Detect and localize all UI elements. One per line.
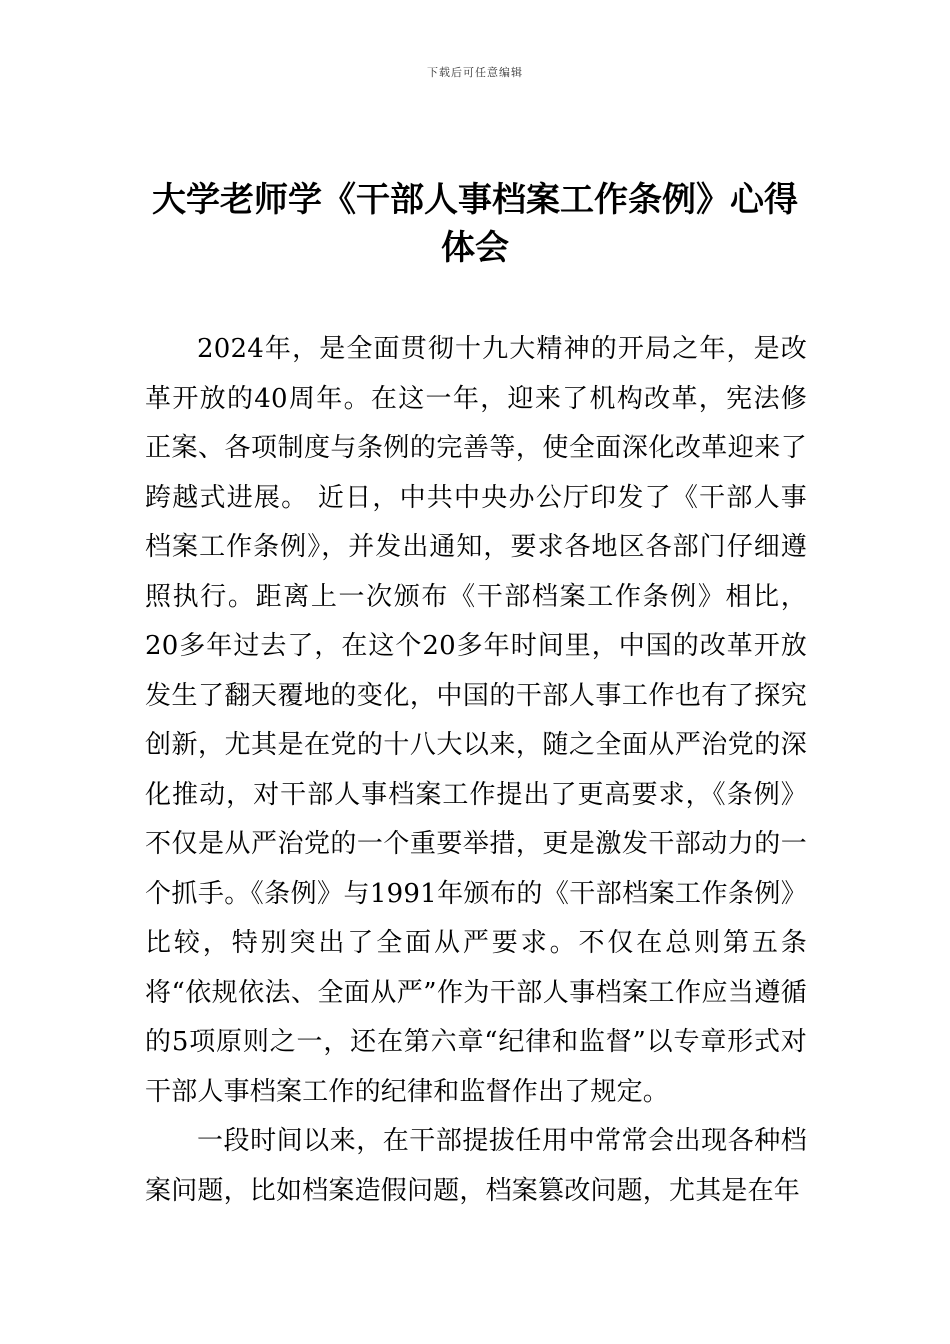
document-body <box>145 325 807 1216</box>
paragraph-2: 一段时间以来，在干部提拔任用中常常会出现各种档案问题，比如档案造假问题，档案篡改问题，尤其是在年 <box>145 1126 807 1206</box>
header-note: 下载后可任意编辑 <box>427 66 523 79</box>
paragraph-1: 2024年，是全面贯彻十九大精神的开局之年，是改革开放的40周年。在这一年，迎来了机构改革，宪法修正案、各项制度与条例的完善等，使全面深化改革迎来了跨越式进展。 近日，中共中央办公厅印发了《干部人事档案工作条例》，并发出通知，要求各地区各部门仔细遵照执行。距离上一次颁布《干部档案工作条例》相比，20多年过去了，在这个20多年时间里，中国的改革开放发生了翻天覆地的变化，中国的干部人事工作也有了探究创新，尤其是在党的十八大以来，随之全面从严治党的深化推动，对干部人事档案工作提出了更高要求，《条例》不仅是从严治党的一个重要举措，更是激发干部动力的一个抓手。《条例》与1991年颁布的《干部档案工作条例》比较，特别突出了全面从严要求。不仅在总则第五条将“依规依法、全面从严”作为干部人事档案工作应当遵循的5项原则之一，还在第六章“纪律和监督”以专章形式对干部人事档案工作的纪律和监督作出了规定。 <box>145 334 807 1107</box>
document-title: 大学老师学《干部人事档案工作条例》心得体会 <box>152 180 798 268</box>
